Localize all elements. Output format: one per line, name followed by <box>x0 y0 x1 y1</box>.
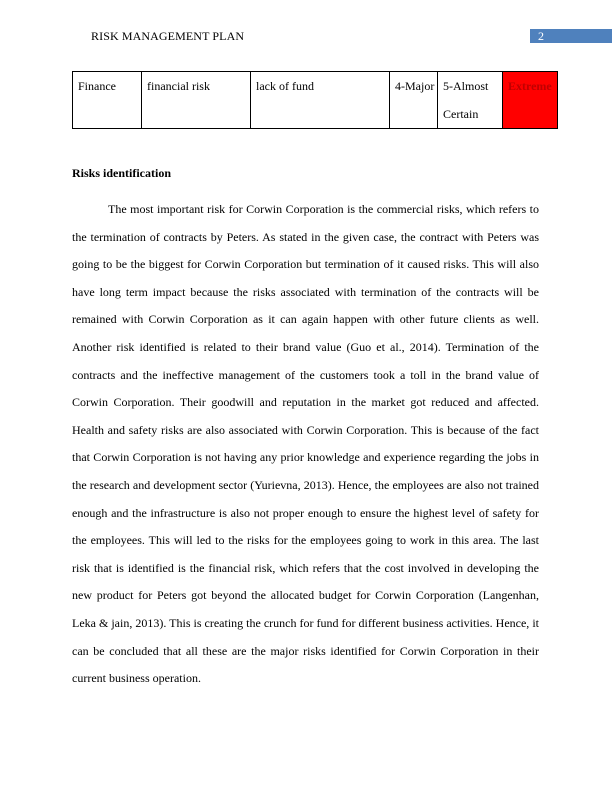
running-header-title: RISK MANAGEMENT PLAN <box>91 29 245 43</box>
risk-likelihood-cell: 5-Almost Certain <box>438 72 503 129</box>
section-heading: Risks identification <box>72 166 172 180</box>
page-number-badge <box>530 29 612 43</box>
risk-impact-cell: 4-Major <box>390 72 438 129</box>
body-paragraph: The most important risk for Corwin Corporation is the commercial risks, which refers to the termination of contracts by Peters. As stated in the given case, the contract with Peters was going to be the biggest for Corwin Corporation but termination of it caused risks. This will also have long term impact because the risks associated with termination of the contracts will be remained with Corwin Corporation as it can again happen with other future clients as well. Another risk identified is related to their brand value (Guo et al., 2014). Termination of the contracts and the ineffective management of the customers took a toll in the brand value of Corwin Corporation. Their goodwill and reputation in the market got reduced and affected. Health and safety risks are also associated with Corwin Corporation. This is because of the fact that Corwin Corporation is not having any prior knowledge and experience regarding the jobs in the research and development sector (Yurievna, 2013). Hence, the employees are also not trained enough and the infrastructure is also not proper enough to ensure the highest level of safety for the employees. This will led to the risks for the employees going to work in this area. The last risk that is identified is the financial risk, which refers that the cost involved in developing the new product for Peters got beyond the allocated budget for Corwin Corporation (Langenhan, Leka & jain, 2013). This is creating the crunch for fund for different business activities. Hence, it can be concluded that all these are the major risks identified for Corwin Corporation in their current business operation. <box>72 202 539 686</box>
risk-name-cell: financial risk <box>142 72 251 129</box>
risk-cause-cell: lack of fund <box>251 72 390 129</box>
risk-rating-cell: Extreme <box>503 72 558 129</box>
page-number: 2 <box>538 29 544 43</box>
risk-table <box>72 71 558 129</box>
table-row <box>73 72 558 129</box>
risk-category-cell: Finance <box>73 72 142 129</box>
